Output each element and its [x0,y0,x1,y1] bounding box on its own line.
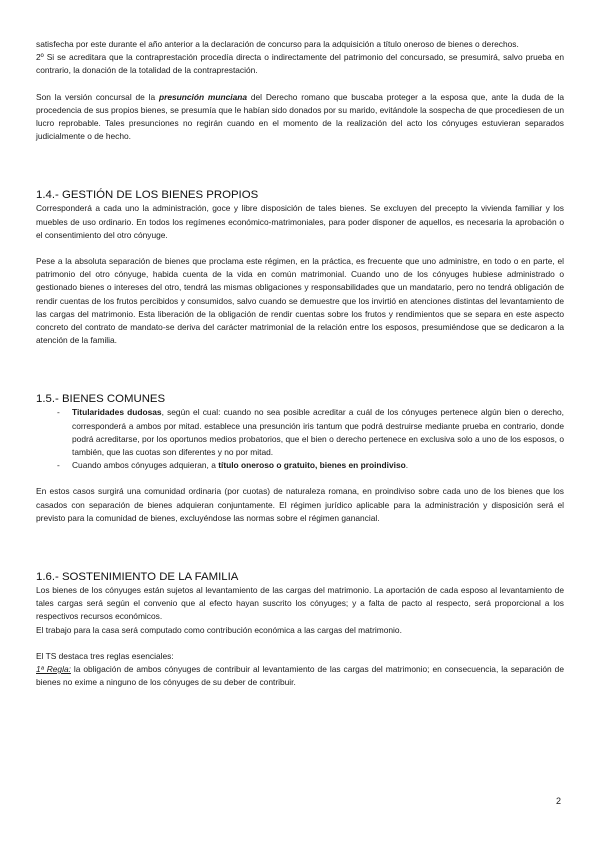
list-item [72,459,564,472]
section-1-4-paragraph-2: Pese a la absoluta separación de bienes que proclama este régimen, en la práctica, es frecuente que uno administre, en todo o en parte, el patrimonio del otro cónyuge, habida cuenta de la vida en común matrimonial. Cuando uno de los cónyuges hubiese administrado o gestionado bienes o intereses del otro, tendrá las mismas obligaciones y responsabilidades que un mandatario, pero no tendrá obligación de rendir cuentas de los frutos percibidos y consumidos, salvo cuando se demuestre que los invirtió en atenciones distintas del levantamiento de las cargas del matrimonio. Esta liberación de la obligación de rendir cuentas sobre los frutos y rendimientos que se separa en este aspecto concreto del contrato de mandato-se deriva del carácter matrimonial de la relación entre los esposos, presumiéndose que se dedicaron a la atención de la familia. [36,256,564,346]
intro-paragraph-2: 2º Si se acreditara que la contraprestación procedía directa o indirectamente del patrimonio del concursado, se presumirá, salvo prueba en contrario, la donación de la totalidad de la contraprestación. [36,52,564,76]
section-1-4-paragraph-1: Corresponderá a cada uno la administración, goce y libre disposición de tales bienes. Se excluyen del precepto la vivienda familiar y los muebles de uso ordinario. En todos los regímenes económico-matrimoniales, para poder disponer de aquellos, es necesaria la aprobación o el consentimiento del otro cónyuge. [36,203,564,240]
list-item-1-text: , según el cual: cuando no sea posible acreditar a cuál de los cónyuges pertenece algún bien o derecho, corresponderá a ambos por mitad. establece una presunción iris tantum que podrá destruirse mediante prueba en contrario, donde podrá acreditarse, por los oportunos medios probatorios, que el bien o derecho pertenece en exclusiva solo a uno de los esposos, o también, que las cuotas son diferentes y no por mitad. [72,407,564,458]
section-1-4-title: 1.4.- GESTIÓN DE LOS BIENES PROPIOS [36,189,259,202]
section-1-6-title: 1.6.- SOSTENIMIENTO DE LA FAMILIA [36,571,239,584]
section-1-6-paragraph-4 [36,663,564,689]
section-1-6-paragraph-1: Los bienes de los cónyuges están sujetos al levantamiento de las cargas del matrimonio. La aportación de cada esposo al levantamiento de tales cargas será según el convenio que al efecto hayan suscrito los cónyuges; y a falta de pacto al respecto, será proporcional a los respectivos recursos económicos. [36,585,564,622]
section-1-5-title: 1.5.- BIENES COMUNES [36,393,166,406]
presuncion-munciana-term: presunción munciana [158,91,248,102]
intro-paragraph-3 [36,91,564,144]
list-item-2-start: Cuando ambos cónyuges adquieran, a [72,460,219,471]
titulo-oneroso-term: título oneroso o gratuito, bienes en proindiviso [218,460,406,471]
section-1-6-paragraph-3: El TS destaca tres reglas esenciales: [36,650,174,661]
intro-p3-start: Son la versión concursal de la [36,91,159,102]
intro-paragraph-1: satisfecha por este durante el año anterior a la declaración de concurso para la adquisición a título oneroso de bienes o derechos. [36,39,519,49]
section-1-5-paragraph-1: En estos casos surgirá una comunidad ordinaria (por cuotas) de naturaleza romana, en proindiviso sobre cada uno de los bienes que los casados con separación de bienes adquieran conjuntamente. El régimen jurídico aplicable para la administración y disposición será el previsto para la comunidad de bienes, excluyéndose las normas sobre el régimen ganancial. [36,486,564,523]
list-item-2-end: . [405,460,409,471]
regla-1-label: 1ª Regla: [36,664,71,675]
page-number: 2 [556,796,562,806]
intro-p3-end: del Derecho romano que buscaba proteger a la esposa que, ante la duda de la procedencia de sus propios bienes, se presumía que le habían sido donados por su marido, evitándole la sospecha de que procediesen de un lucro reprobable. Tales presunciones no regirán cuando en el momento de la realización del acto los cónyuges estuvieran separados judicialmente o de hecho. [36,91,564,142]
section-1-6-paragraph-2: El trabajo para la casa será computado como contribución económica a las cargas del matrimonio. [36,624,402,635]
titularidades-dudosas-term: Titularidades dudosas [72,407,162,418]
list-item [72,406,564,459]
section-1-5-list [36,406,564,472]
regla-1-text: la obligación de ambos cónyuges de contribuir al levantamiento de las cargas del matrimonio; en consecuencia, la separación de bienes no exime a ninguno de los cónyuges de su deber de contribuir. [36,664,564,688]
